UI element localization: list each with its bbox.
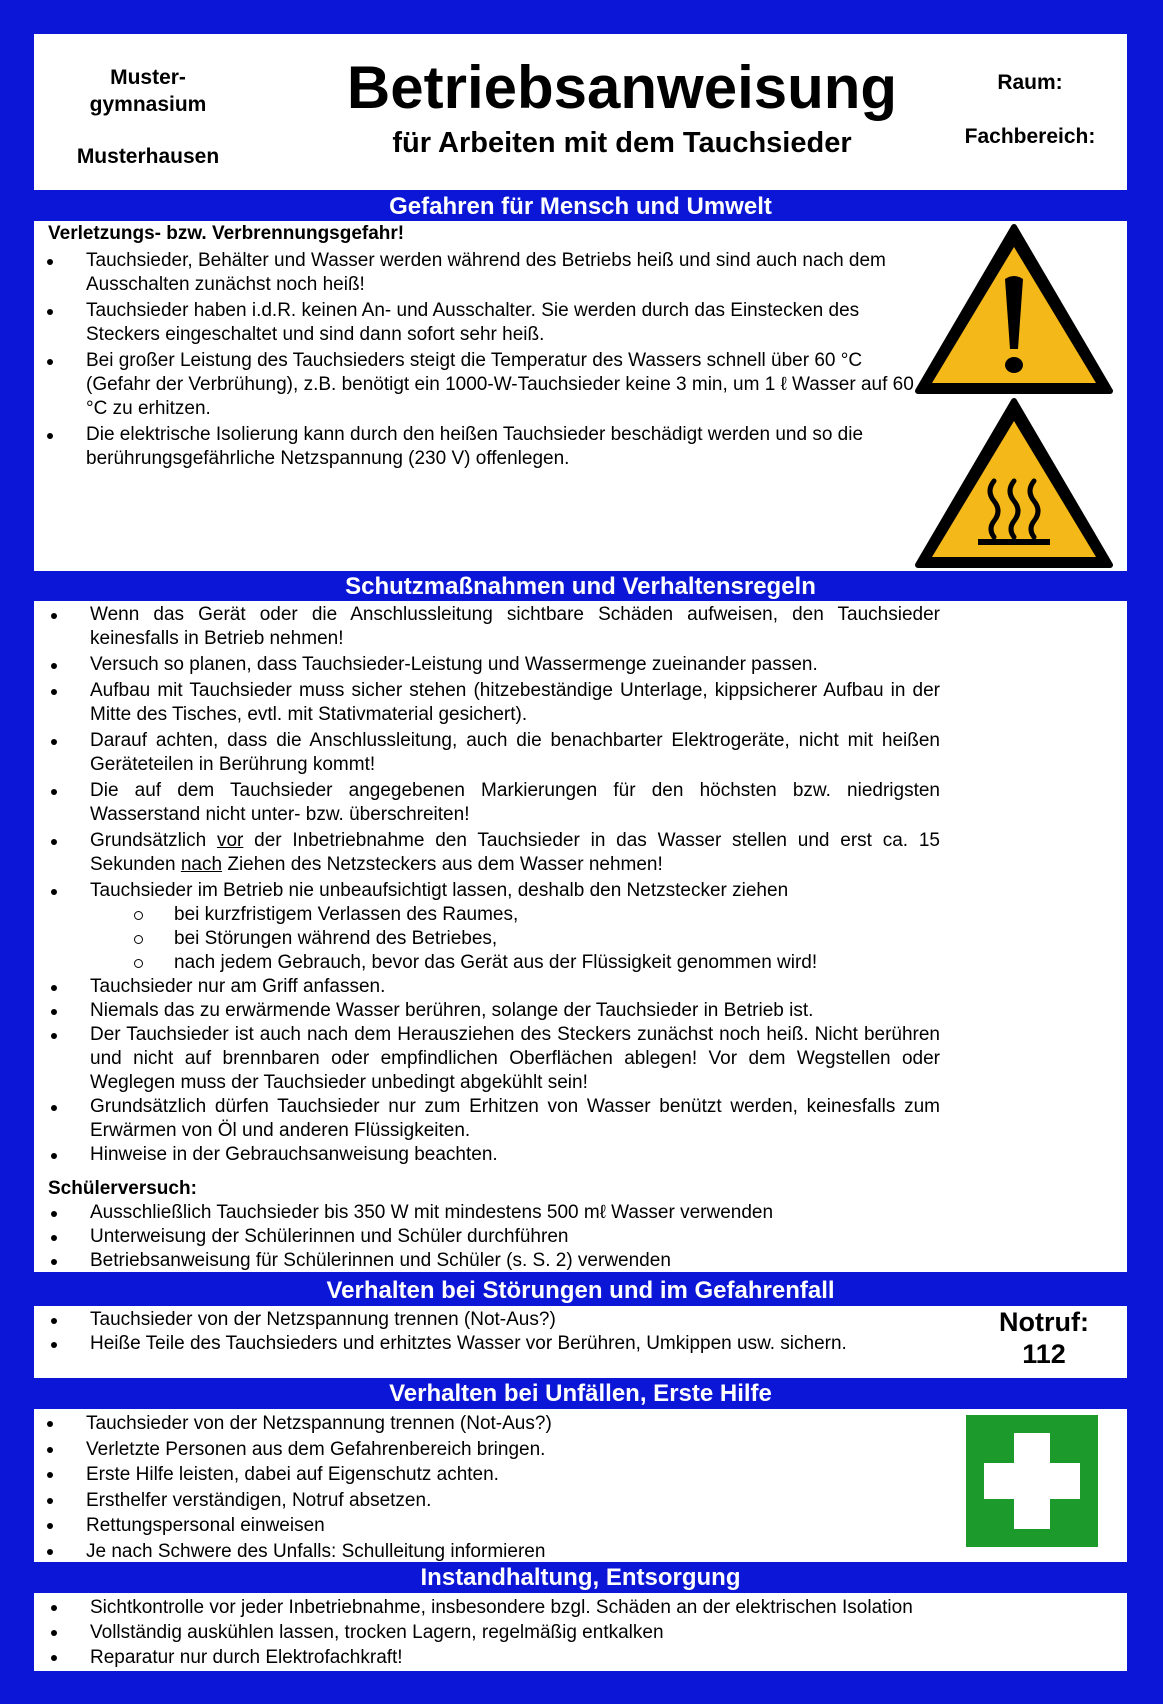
list-item: Tauchsieder im Betrieb nie unbeaufsichtigt lassen, deshalb den Netzstecker ziehen bei kurzfristigem Verlassen des Raumes, bei Störungen während des Betriebes, nach jedem Gebrauch, bevor das Gerät aus der Flüssigkeit genommen wird! (90, 879, 940, 975)
list-item: Grundsätzlich vor der Inbetriebnahme den Tauchsieder in das Wasser stellen und erst ca. 15 Sekunden nach Ziehen des Netzsteckers aus dem Wasser nehmen! (90, 829, 940, 877)
list-item: Grundsätzlich dürfen Tauchsieder nur zum Erhitzen von Wasser benützt werden, keinesfalls zum Erwärmen von Öl und anderen Flüssigkeiten. (90, 1095, 940, 1143)
malfunction-list (90, 1308, 940, 1355)
list-item: Darauf achten, dass die Anschlussleitung, auch die benachbarter Elektrogeräte, nicht mit heißen Geräteteilen in Berührung kommt! (90, 729, 940, 777)
list-item: Der Tauchsieder ist auch nach dem Herausziehen des Steckers zunächst noch heiß. Nicht berühren und nicht auf brennbaren oder empfindlichen Oberflächen ablegen! Vor dem Wegstellen oder Weglegen muss der Tauchsieder unbedingt abgekühlt sein! (90, 1023, 940, 1095)
list-item: Unterweisung der Schülerinnen und Schüler durchführen (90, 1225, 1050, 1249)
emergency-number: 112 (1022, 1339, 1066, 1369)
list-item: Ausschließlich Tauchsieder bis 350 W mit mindestens 500 mℓ Wasser verwenden (90, 1201, 1050, 1225)
list-item: Verletzte Personen aus dem Gefahrenbereich bringen. (86, 1437, 926, 1463)
school-town: Musterhausen (76, 145, 220, 168)
student-list (90, 1201, 1050, 1273)
sub-list-item: bei kurzfristigem Verlassen des Raumes, (174, 903, 940, 927)
protection-title: Schutzmaßnahmen und Verhaltensregeln (345, 573, 816, 600)
department-label: Fachbereich: (964, 125, 1096, 148)
warning-exclamation-icon (912, 221, 1116, 397)
list-item: Betriebsanweisung für Schülerinnen und Schüler (s. S. 2) verwenden (90, 1249, 1050, 1273)
hazards-title: Gefahren für Mensch und Umwelt (389, 193, 772, 220)
unplug-sublist (90, 903, 940, 975)
list-item: Bei großer Leistung des Tauchsieders steigt die Temperatur des Wassers schnell über 60 °C (Gefahr der Verbrühung), z.B. benötigt ein 1000-W-Tauchsieder keine 3 min, um 1 ℓ Wasser auf 60 °C zu erhitzen. (86, 349, 926, 421)
list-item: Sichtkontrolle vor jeder Inbetriebnahme, insbesondere bzgl. Schäden an der elektrischen Isolation (90, 1595, 1110, 1620)
list-item: Niemals das zu erwärmende Wasser berühren, solange der Tauchsieder in Betrieb ist. (90, 999, 940, 1023)
school-name (34, 64, 262, 118)
list-item: Aufbau mit Tauchsieder muss sicher stehen (hitzebeständige Unterlage, kippsicherer Aufbau in der Mitte des Tisches, evtl. mit Stativmaterial gesichert). (90, 679, 940, 727)
underlined-vor: vor (216, 830, 244, 851)
list-item: Die auf dem Tauchsieder angegebenen Markierungen für den höchsten bzw. niedrigsten Wasserstand nicht unter- bzw. überschreiten! (90, 779, 940, 827)
page-subtitle: für Arbeiten mit dem Tauchsieder (392, 127, 852, 159)
list-item: Rettungspersonal einweisen (86, 1513, 926, 1539)
list-item: Heiße Teile des Tauchsieders und erhitztes Wasser vor Berühren, Umkippen usw. sichern. (90, 1332, 940, 1355)
emergency-label: Notruf: (999, 1307, 1089, 1337)
sub-list-item: bei Störungen während des Betriebes, (174, 927, 940, 951)
list-item: Wenn das Gerät oder die Anschlussleitung sichtbare Schäden aufweisen, den Tauchsieder keinesfalls in Betrieb nehmen! (90, 603, 940, 651)
underlined-nach: nach (180, 854, 223, 875)
first-aid-panel (34, 1409, 1127, 1562)
maintenance-title: Instandhaltung, Entsorgung (420, 1564, 741, 1591)
malfunction-title: Verhalten bei Störungen und im Gefahrenfall (326, 1277, 835, 1304)
hazards-heading: Verletzungs- bzw. Verbrennungsgefahr! (48, 223, 405, 244)
warning-hot-surface-icon (912, 395, 1116, 571)
list-item: Versuch so planen, dass Tauchsieder-Leistung und Wassermenge zueinander passen. (90, 653, 940, 677)
maintenance-list (90, 1595, 1110, 1670)
list-item: Tauchsieder nur am Griff anfassen. (90, 975, 940, 999)
first-aid-list (86, 1411, 926, 1564)
list-item: Vollständig auskühlen lassen, trocken Lagern, regelmäßig entkalken (90, 1620, 1110, 1645)
hazards-list (86, 249, 926, 471)
list-item: Tauchsieder haben i.d.R. keinen An- und Ausschalter. Sie werden durch das Einstecken des Steckers eingeschaltet und sind dann sofort sehr heiß. (86, 299, 926, 347)
hazards-panel (34, 221, 1127, 571)
first-aid-title: Verhalten bei Unfällen, Erste Hilfe (389, 1380, 772, 1407)
sub-list-item: nach jedem Gebrauch, bevor das Gerät aus der Flüssigkeit genommen wird! (174, 951, 940, 975)
protection-panel (34, 601, 1127, 1272)
list-item: Die elektrische Isolierung kann durch den heißen Tauchsieder beschädigt werden und so die berührungsgefährliche Netzspannung (230 V) offenlegen. (86, 423, 926, 471)
maintenance-panel (34, 1593, 1127, 1671)
list-item: Tauchsieder, Behälter und Wasser werden während des Betriebs heiß und sind auch nach dem Ausschalten zunächst noch heiß! (86, 249, 926, 297)
malfunction-panel (34, 1306, 1127, 1378)
list-item: Tauchsieder von der Netzspannung trennen (Not-Aus?) (86, 1411, 926, 1437)
student-heading: Schülerversuch: (48, 1178, 197, 1199)
list-item: Tauchsieder von der Netzspannung trennen (Not-Aus?) (90, 1308, 940, 1332)
list-item: Reparatur nur durch Elektrofachkraft! (90, 1645, 1110, 1670)
list-item: Je nach Schwere des Unfalls: Schulleitung informieren (86, 1539, 926, 1565)
school-line1: Muster- (110, 66, 186, 89)
header-panel (34, 34, 1127, 190)
room-label: Raum: (997, 71, 1063, 94)
list-item: Ersthelfer verständigen, Notruf absetzen. (86, 1488, 926, 1514)
protection-list (90, 603, 940, 1167)
school-line2: gymnasium (89, 93, 207, 116)
list-item: Erste Hilfe leisten, dabei auf Eigenschutz achten. (86, 1462, 926, 1488)
list-item: Hinweise in der Gebrauchsanweisung beachten. (90, 1143, 940, 1167)
page-title: Betriebsanweisung (346, 54, 898, 121)
first-aid-cross-icon (966, 1415, 1098, 1547)
